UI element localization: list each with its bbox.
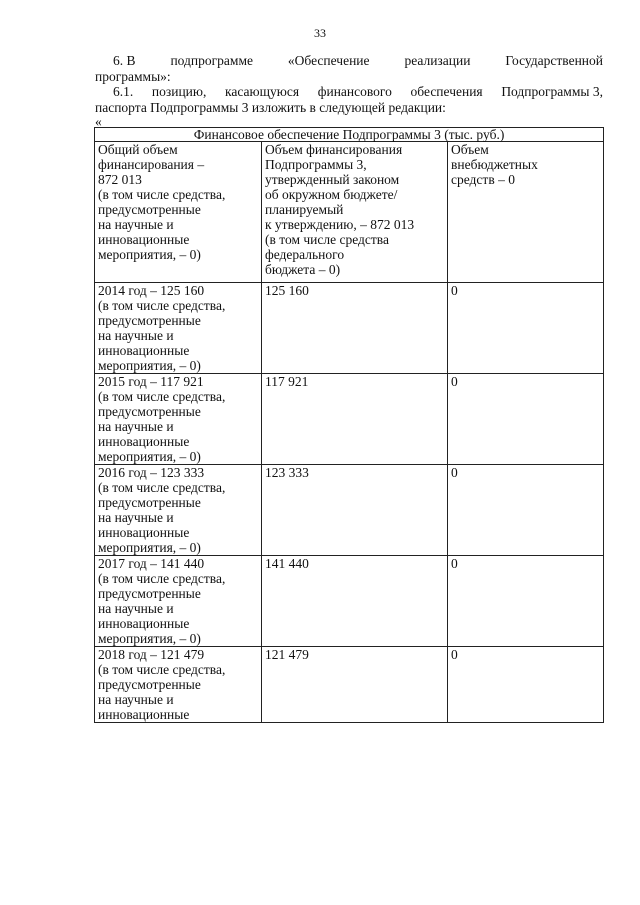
row-total-cell: 2015 год – 117 921 (в том числе средства, предусмотренные на научные и инновационные мероприятия, – 0): [95, 374, 262, 465]
table-row: [95, 556, 604, 647]
row-budget-cell: 125 160: [262, 283, 448, 374]
row-budget-cell: 121 479: [262, 647, 448, 723]
word: 6. В: [113, 53, 136, 68]
paragraph-line: программы»:: [95, 69, 171, 84]
word: «Обеспечение: [287, 53, 370, 68]
row-budget-cell: 123 333: [262, 465, 448, 556]
table-row: [95, 465, 604, 556]
word: позицию,: [151, 84, 207, 99]
table-row: [95, 374, 604, 465]
row-total-cell: 2016 год – 123 333 (в том числе средства, предусмотренные на научные и инновационные мероприятия, – 0): [95, 465, 262, 556]
row-total-cell: 2018 год – 121 479 (в том числе средства, предусмотренные на научные и инновационные: [95, 647, 262, 723]
word: подпрограмме: [170, 53, 253, 68]
word: касающуюся: [225, 84, 300, 99]
word: Государственной: [505, 53, 603, 68]
table-row: [95, 647, 604, 723]
row-extrabudgetary-cell: 0: [448, 647, 604, 723]
paragraph-line: [95, 84, 603, 100]
paragraph-subprogram-intro: [95, 53, 603, 85]
word: финансового: [317, 84, 392, 99]
row-extrabudgetary-cell: 0: [448, 465, 604, 556]
row-extrabudgetary-cell: 0: [448, 283, 604, 374]
header-budget-financing: Объем финансирования Подпрограммы 3, утвержденный законом об окружном бюджете/ планируемый к утверждению, – 872 013 (в том числе средства федерального бюджета – 0): [262, 142, 448, 283]
header-total-financing: Общий объем финансирования – 872 013 (в том числе средства, предусмотренные на научные и инновационные мероприятия, – 0): [95, 142, 262, 283]
header-extrabudgetary: Объем внебюджетных средств – 0: [448, 142, 604, 283]
page-number: 33: [314, 26, 326, 40]
paragraph-line: паспорта Подпрограммы 3 изложить в следующей редакции:: [95, 100, 446, 115]
paragraph-line: [95, 53, 603, 69]
table-row: [95, 283, 604, 374]
word: Подпрограммы 3,: [501, 84, 603, 99]
word: 6.1.: [113, 84, 134, 99]
word: реализации: [404, 53, 471, 68]
row-total-cell: 2014 год – 125 160 (в том числе средства, предусмотренные на научные и инновационные мероприятия, – 0): [95, 283, 262, 374]
row-budget-cell: 117 921: [262, 374, 448, 465]
paragraph-position-edit: [95, 84, 603, 116]
row-extrabudgetary-cell: 0: [448, 374, 604, 465]
opening-quote: «: [95, 114, 102, 129]
word: обеспечения: [410, 84, 483, 99]
financing-table: [94, 127, 604, 723]
table-title: Финансовое обеспечение Подпрограммы 3 (тыс. руб.): [95, 128, 604, 142]
table-header-row: [95, 142, 604, 283]
row-total-cell: 2017 год – 141 440 (в том числе средства, предусмотренные на научные и инновационные мероприятия, – 0): [95, 556, 262, 647]
row-budget-cell: 141 440: [262, 556, 448, 647]
row-extrabudgetary-cell: 0: [448, 556, 604, 647]
